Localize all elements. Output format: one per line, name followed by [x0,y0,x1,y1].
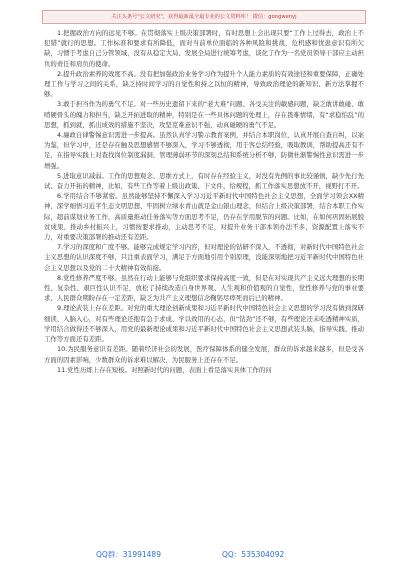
paragraph-2: 2.提升政治素养的效度不高。没有把加强政治业务学习作为提升个人能力素质的有效途径和重要保障，正确处理工作与学习之间的关系，缺乏持时间学习的自觉性和持之以恒的精神，导致政治理论的新知识、新方法掌握不够。 [44,69,364,99]
paragraph-1: 1.把握政治方向的远见不够。在贯彻落实上级决策部署时，有时思想上会出现只要“工作上过得去，政治上不犯错”就行的思想。工作标准和要求有所降低，面对当前单位面临的各种风险和挑战，危机感和忧患意识有所欠缺，习惯于考虑自己分管领域，没有从稳定大局、发展全局进行统筹考虑，谈化了作为一名党员领导干部应主动担负的责任和肩负的使命。 [44,29,364,68]
footer [0,549,408,561]
paragraph-6: 6.学用结合不够紧密。虽然能够坚持不懈深入学习习近平新时代中国特色社会主义思想，全面学习领会XX精神，深学细悟习近平生态文明思想、牢固树立绿水青山就是金山银山理念，但结合上级决策部署，结合本职工作实际，超前谋划业务工作，高质量推动任务落实等方面思考不足，仍存在学用脱节的问题。比如，在如何巩固拓展脱贫成果、推动乡村振兴上，习惯按要求推动，主动思考不足，对提升业务干部本领办法不多，资源配置上落实不力，对重要决策部署的推动还有差距。 [44,192,364,242]
paragraph-5: 5.进取意识减弱。工作的思想观念、思维方式上，有时存在经验主义，对没有先例的事比较谨慎，缺少先行先试、奋力开拓的精神，比如，有些工作等着上级出政策、下文件、给规程，抓工作落实思想放不开，视野打不开。 [44,171,364,191]
header-banner: 关注头条号"公文研究"，获得最新最全最专业的公文资料库！ 微信：gongwenyj [42,10,366,24]
paragraph-8: 8.党性修养严度不够。虽然在行动上能够与党组织要求保持高度一致，但是在对实现共产主义远大理想的长期性、复杂性、艰巨性认识不足，放松了持续改造自身世界观、人生观和价值观的自觉性，党性修养与党的事业要求、人民群众期盼存在一定差距，缺乏为共产主义理想信念鞠躬尽瘁死而后已的精神。 [44,273,364,303]
paragraph-10: 10.为民服务意识有差距。随着经济社会的发展，医疗保障体系的健全发展，群众的诉求越来越多，但是受各方面的因素影响，少数群众的诉求难以解决，为民服务上还存在不足。 [44,345,364,364]
paragraph-4: 4.廉政自律警惕意识需进一步提高。虽然认真学习警示教育案例，并结合本职岗位，认真开展自查自纠，以案为鉴，但学习中，还是存在触及思想感情不够深入，学习不够透彻，用于客总结经验，吸取教训，帮助提高还有不足，在指导实践上对查找岗位制度漏洞、管理薄弱环节的深刻总结和系统分析不够，防微杜渐警惕性意识需进一步增强。 [44,131,364,170]
paragraph-11: 11.党性历练上存在短板。对照新时代的问题，表面上看是落实具体工作的问 [57,365,272,374]
qq-contact-label: QQ：535304092 [222,550,285,559]
qq-group-label: QQ群：31991489 [96,550,161,559]
document-body [44,28,364,538]
paragraph-3: 3.敢于担当作为的勇气不足。对一些历史遗留下来的“老大难”问题、各受关注的敏感问题，缺乏敢讲敢碰、敢啃硬骨头的魄力和担当，缺乏开拓进取的精神，特别是在一些具体问题的处理上，存在畏难情绪，有“求稳怕乱”的思想，抓到就、抓出成效的措施不坚决，攻坚克难意识不强、动真碰硬的勇气不足。 [44,100,364,129]
paragraph-7: 7.学习的深度和广度不够。能够完成规定学习内容，但对理论的钻研不深入，不透彻，对新时代中国特色社会主义思想的认识深度不够，只注重表面学习，满足于方面地引用个别原理，没能深刻地把习近平新时代中国特色社会主义思想以及党的二十大精神有效衔接。 [44,243,364,272]
paragraph-9: 9.理论武装上存在差距。对党的重大理论创新成果和习近平新时代中国特色社会主义思想的学习没有做到深研细读、入脑入心，对有些理论还抱有急于求成、学以致用的心态，但“钻劲”还不够，有些理论还未吃透精神实质，学用结合做得还不够深入，用党的最新理论成果和习近平新时代中国特色社会主义思想武装头脑，指导实践、推动工作等方面还有差距。 [44,304,364,344]
